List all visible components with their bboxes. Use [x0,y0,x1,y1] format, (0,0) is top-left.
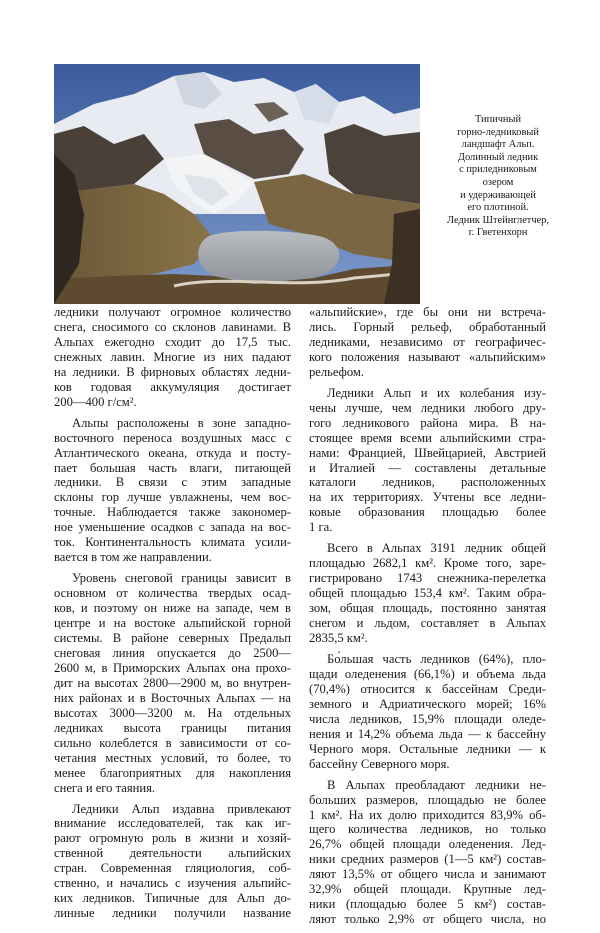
text-line: пает большая часть влаги, питающей [54,460,291,475]
text-line: и Италией — составлены детальные [309,460,546,475]
text-line: линные ледники получили название [54,906,291,921]
paragraph [54,802,291,922]
text-line: ледниками, независимо от географичес- [309,334,546,349]
text-line: чены лучше, чем ледники любого дру- [309,400,546,415]
text-line: 200—400 г/см². [54,394,137,409]
text-line: ники (площадью более 5 км²) состав- [309,897,546,912]
text-line: основном от количества твердых осад- [54,586,291,601]
text-line: снегом и льдом, составляет в Альпах [309,616,546,631]
text-line: ковые образования площадью более [309,505,546,520]
text-line: центре и на востоке альпийской горной [54,616,291,631]
paragraph [309,652,546,772]
text-line: ледники. В связи с этим западные [54,475,291,490]
caption-line: Ледник Штейнглетчер, [447,214,549,226]
text-line: кого положения называют «альпийским» [309,349,546,364]
text-line: ственно, и начались с изучения альпийс- [54,876,291,891]
text-line: больших размеров, площадью не более [309,792,546,807]
text-line: четания местных условий, то более, то [54,750,291,765]
text-line: каталоги ледников, расположенных [309,475,546,490]
paragraph [54,305,291,410]
text-line: на ледники. В фирновых областях ледни- [54,364,291,379]
text-line: точные. Наблюдается также закономер- [54,505,291,520]
text-line: лись. Горный рельеф, обработанный [309,319,546,334]
paragraph [309,541,546,646]
paragraph [309,386,546,536]
text-line: на их территориях. Учтены все ледни- [309,490,546,505]
text-line: ляют 13,5% от общего числа и занимают [309,867,546,882]
text-line: ледниках высота границы питания [54,720,291,735]
text-line: В Альпах преобладают ледники не- [327,777,546,792]
text-line: Атлантического океана, откуда и посту- [54,445,291,460]
text-line: ледники получают огромное количество [54,305,291,319]
text-line: снеговая линия опускается до 2500— [54,645,291,660]
text-line: 1 км². На их долю приходится 83,9% об- [309,807,546,822]
photo-caption [428,114,568,240]
text-line: ких ледников. Типичные для Альп до- [54,891,291,906]
text-line: ков, и поэтому он ниже на западе, чем в [54,601,291,616]
text-line: стран. Современная гляциология, соб- [54,861,291,876]
text-line: общей площадью 153,4 км². Таким обра- [309,586,546,601]
text-line: щего количества ледников, но только [309,822,546,837]
text-line: числа ледников, 15,9% площади оледе- [309,711,546,726]
caption-line: Долинный ледник [457,151,539,163]
text-line: восточного переноса воздушных масс с [54,430,291,445]
caption-line: и удерживающей [460,189,536,201]
text-line: «альпийские», где бы они ни встреча- [309,305,546,319]
right-text-column [309,305,546,933]
text-line: 2600 м, в Приморских Альпах она прохо- [54,660,291,675]
text-line: нения и 14,2% объема льда — к бассейну [309,726,546,741]
caption-line: г. Гветенхорн [468,227,528,239]
text-line: стоящее время всеми альпийскими стра- [309,430,546,445]
text-line: Ледники Альп издавна привлекают [72,801,291,816]
text-line: 2835,5 км². [309,631,368,646]
text-line: зом, общая площадь, постоянно занятая [309,601,546,616]
text-line: менее благоприятных для накопления [54,765,291,780]
text-line: ники средних размеров (1—5 км²) состав- [309,852,546,867]
text-line: (70,4%) относится к бассейнам Среди- [309,681,546,696]
caption-line: Типичный [474,114,522,125]
text-line: гого ледникового района мира. В на- [309,415,546,430]
text-line: снежных лавин. Многие из них падают [54,349,291,364]
glacier-photo [54,64,420,304]
text-line: ляют только 2,9% от общего числа, но [309,912,546,927]
text-line: ное уменьшение осадков с запада на вос- [54,520,291,535]
text-line: них районах и в Восточных Альпах — на [54,690,291,705]
text-line: склоны гор лучше увлажнены, чем вос- [54,490,291,505]
text-line: ственной деятельности альпийских [54,846,291,861]
text-line: сильно колеблется в зависимости от со- [54,735,291,750]
text-line: площадью 2682,1 км². Кроме того, заре- [309,556,546,571]
text-line: системы. В районе северных Предальп [54,631,291,646]
text-line: 26,7% общей площади оледенения. Лед- [309,837,546,852]
paragraph [54,571,291,795]
caption-line: ландшафт Альп. [461,139,535,151]
text-line: снега и его таяния. [54,780,156,795]
text-line: Всего в Альпах 3191 ледник общей [327,541,546,556]
paragraph [309,305,546,380]
text-line: вается в том же направлении. [54,550,212,565]
text-line: Бо́льшая часть ледников (64%), пло- [327,651,546,666]
text-line: ков годовая аккумуляция достигает [54,379,291,394]
text-line: земного и Адриатического морей; 16% [309,696,546,711]
text-line: Черного моря. Остальные ледники — к [309,741,546,756]
text-line: внимание исследователей, так как иг- [54,816,291,831]
text-line: рельефом. [309,364,364,379]
text-line: 32,9% общей площади. Крупные лед- [309,882,546,897]
text-line: дит на высотах 2800—2900 м, во внутрен- [54,675,291,690]
paragraph [309,778,546,928]
text-line: гистрировано 1743 снежника-перелетка [309,571,546,586]
caption-line: его плотиной. [467,202,529,214]
text-line: щади оледенения (66,1%) и объема льда [309,666,546,681]
text-line: ток. Континентальность климата усили- [54,535,291,550]
paragraph [54,416,291,566]
text-line: Ледники Альп и их колебания изу- [327,385,546,400]
caption-line: с приледниковым [459,164,537,176]
text-line: Альпах ежегодно сходит до 17,5 тыс. [54,334,291,349]
text-line: высотах 3000—3200 м. На отдельных [54,705,291,720]
text-line: снега, сносимого со склонов лавинами. В [54,319,291,334]
text-line: рают огромную роль в жизни и хозяй- [54,831,291,846]
text-line: Альпы расположены в зоне западно- [72,415,291,430]
text-line: бассейну Северного моря. [309,756,450,771]
text-line: Уровень снеговой границы зависит в [72,571,291,586]
left-text-column [54,305,291,927]
text-line: 1 га. [309,520,333,535]
caption-line: горно-ледниковый [457,126,539,138]
caption-line: озером [482,176,514,188]
text-line: нами: Францией, Швейцарией, Австрией [309,445,546,460]
